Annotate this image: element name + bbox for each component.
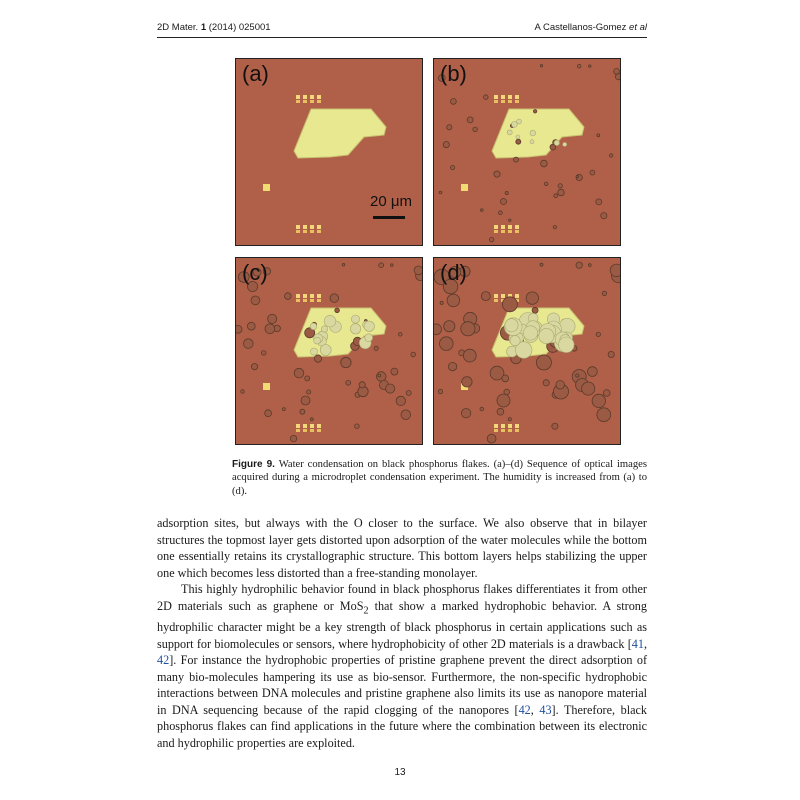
figure-caption-label: Figure 9. [232, 459, 275, 470]
scale-bar-label: 20 μm [370, 193, 412, 210]
running-header [157, 22, 647, 36]
panel-label-a: (a) [242, 61, 269, 86]
figure-caption [232, 458, 647, 498]
figure-panel-d [433, 257, 621, 445]
author-line: A Castellanos-Gomez et al [534, 22, 647, 33]
journal-citation: 2D Mater. 1 (2014) 025001 [157, 22, 271, 33]
figure-panel-c [235, 257, 423, 445]
panel-label-c: (c) [242, 260, 268, 285]
citation-link[interactable]: 41 [631, 636, 644, 651]
scale-bar [373, 216, 405, 219]
citation-link[interactable]: 42 [157, 653, 170, 668]
paragraph-2: This highly hydrophilic behavior found in black phosphorus flakes differentiates it from other 2D materials such as graphene or MoS$_2$ that show a marked hydrophobic behavior. A strong hydrophilic character might be a key strength of black phosphorus in certain applications such as support for biomolecules or sensors, where hydrophobicity of other 2D materials is a drawback [41, 42]. For instance the hydrophobic properties of pristine graphene prevent the direct adsorption of many bio-molecules hampering its use as bio-sensor. Furthermore, the non-specific hydrophobic interactions between DNA molecules and pristine graphene also limits its use as nanopore material in DNA sequencing because of the rapid clogging of the nanopores [42, 43]. Therefore, black phosphorus flakes can find applications in the future where the combination between its electronic and hydrophilic properties are exploited. [157, 582, 648, 750]
figure-panel-b [433, 58, 621, 246]
citation-link[interactable]: 43 [539, 702, 552, 717]
page-number: 13 [394, 767, 406, 778]
header-rule [157, 37, 647, 38]
panel-label-b: (b) [440, 61, 467, 86]
figure-panel-a [235, 58, 423, 246]
panel-label-d: (d) [440, 260, 467, 285]
paragraph-1: adsorption sites, but always with the O closer to the surface. We also observe that in bilayer structures the topmost layer gets distorted upon adsorption of the water molecules while the bottom one essentially retains its crystallographic structure. This bottom layers helps stabilizing the upper one which becomes less distorted than a free-standing monolayer. [157, 516, 647, 580]
figure-caption-text: Water condensation on black phosphorus flakes. (a)–(d) Sequence of optical images acquired during a microdroplet condensation experiment. The humidity is increased from (a) to (d). [232, 459, 647, 497]
citation-link[interactable]: 42 [518, 702, 531, 717]
body-text [157, 515, 647, 751]
